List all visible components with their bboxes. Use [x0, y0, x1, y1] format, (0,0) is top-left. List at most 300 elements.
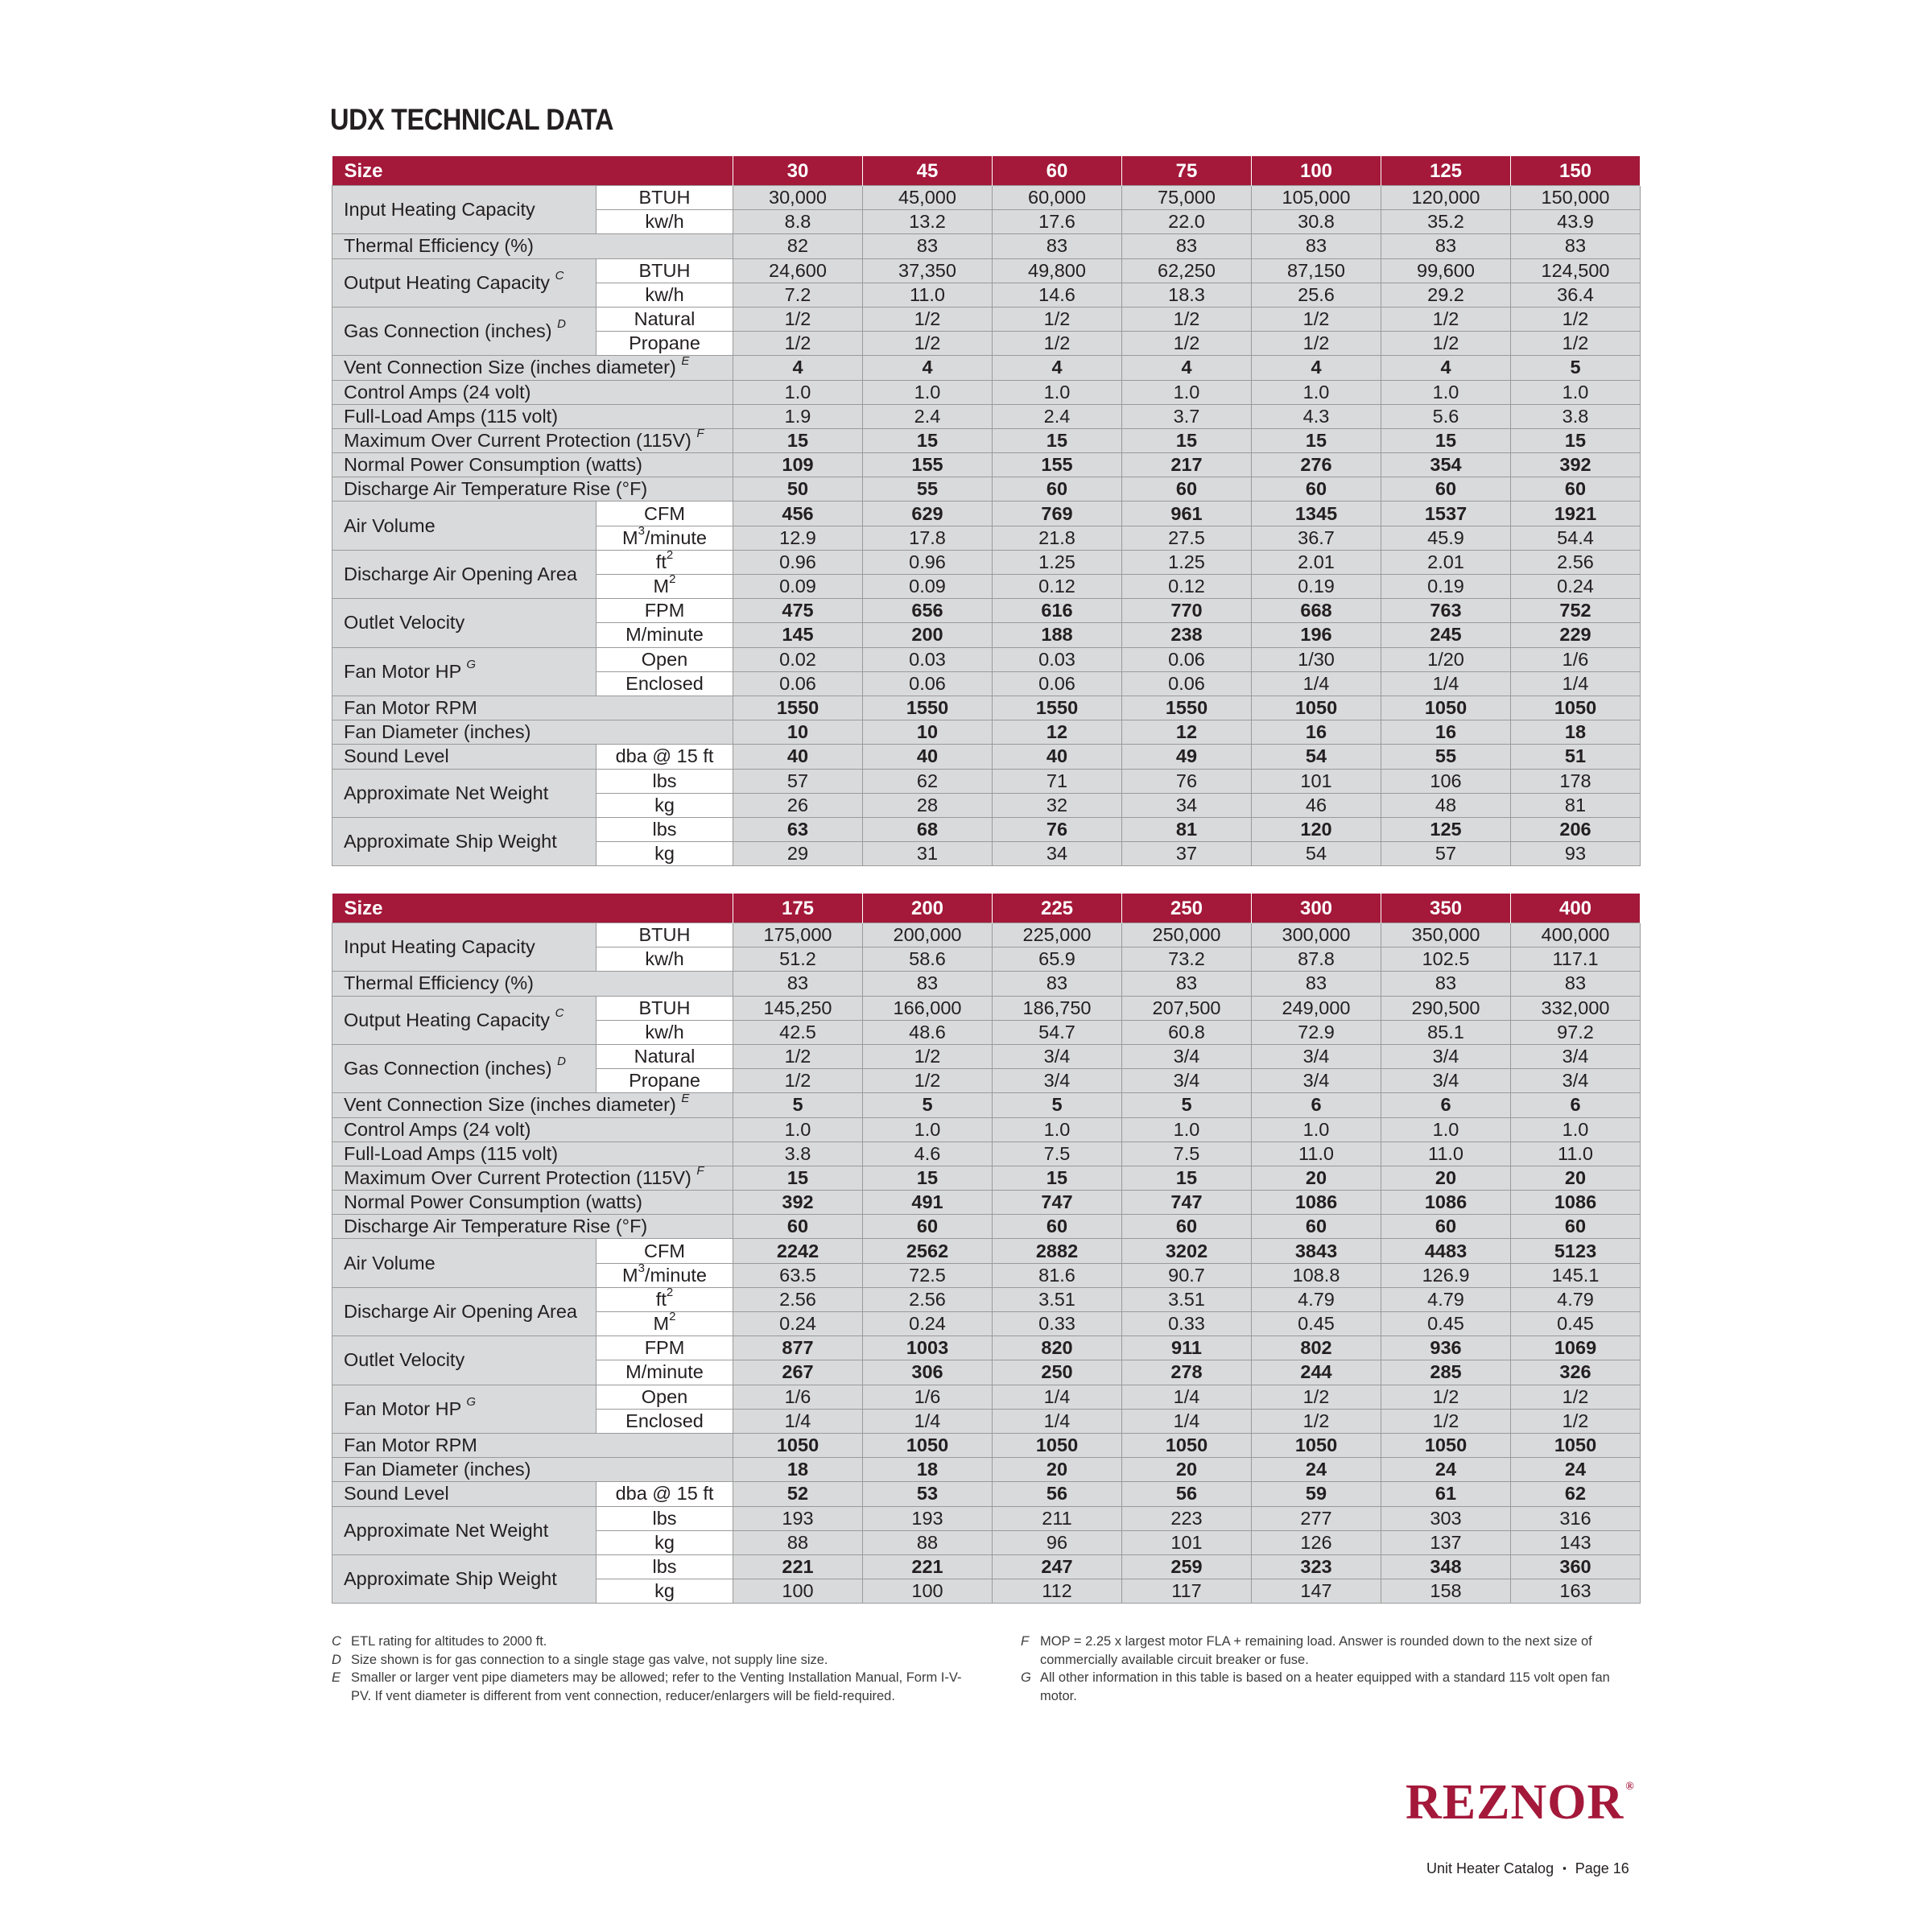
- table-row: [332, 745, 1641, 769]
- value-cell: 1/30: [1252, 647, 1381, 671]
- size-column-header: 100: [1252, 156, 1381, 186]
- row-label: [332, 428, 733, 452]
- value-cell: 45,000: [863, 186, 993, 210]
- unit-cell: $ft^2$: [597, 550, 733, 574]
- value-cell: 5: [993, 1093, 1122, 1117]
- row-label: [332, 1191, 733, 1215]
- value-cell: 4.3: [1252, 404, 1381, 428]
- value-cell: 57: [733, 769, 863, 793]
- catalog-name: Unit Heater Catalog: [1426, 1860, 1554, 1876]
- value-cell: 0.06: [863, 671, 993, 696]
- value-cell: 83: [1122, 234, 1252, 258]
- row-label-text: Thermal Efficiency (%): [344, 235, 534, 257]
- value-cell: 105,000: [1252, 186, 1381, 210]
- value-cell: 392: [733, 1191, 863, 1215]
- unit-cell: kg: [597, 842, 733, 866]
- value-cell: 1/2: [1381, 1409, 1511, 1433]
- value-cell: 392: [1511, 453, 1641, 477]
- value-cell: 1.0: [1122, 1117, 1252, 1141]
- value-cell: 15: [1511, 428, 1641, 452]
- table-row: [332, 696, 1641, 720]
- value-cell: 0.09: [733, 575, 863, 599]
- row-label-text: Fan Motor HP: [344, 1397, 461, 1419]
- value-cell: 278: [1122, 1360, 1252, 1385]
- value-cell: 10: [863, 720, 993, 745]
- row-label: [332, 1141, 733, 1166]
- table-row: [332, 1141, 1641, 1166]
- value-cell: 60: [1122, 1215, 1252, 1239]
- value-cell: 29: [733, 842, 863, 866]
- size-column-header: 300: [1252, 894, 1381, 923]
- value-cell: 1/2: [1252, 332, 1381, 356]
- value-cell: 73.2: [1122, 947, 1252, 972]
- value-cell: 1086: [1511, 1191, 1641, 1215]
- row-label: [332, 972, 733, 996]
- value-cell: 1.25: [1122, 550, 1252, 574]
- registered-mark: ®: [1625, 1781, 1635, 1793]
- row-label: [332, 817, 597, 865]
- value-cell: 72.9: [1252, 1020, 1381, 1044]
- value-cell: 3/4: [1511, 1069, 1641, 1093]
- value-cell: 99,600: [1381, 258, 1511, 283]
- size-column-header: 175: [733, 894, 863, 923]
- technical-data-table-large: [332, 894, 1641, 1604]
- footnote-marker: D: [557, 1055, 567, 1069]
- value-cell: 3.51: [993, 1287, 1122, 1311]
- footnote: [1021, 1633, 1629, 1669]
- table-row: [332, 1482, 1641, 1506]
- value-cell: 15: [1252, 428, 1381, 452]
- table-row: [332, 1215, 1641, 1239]
- size-column-header: 200: [863, 894, 993, 923]
- value-cell: 54.4: [1511, 526, 1641, 550]
- value-cell: 87,150: [1252, 258, 1381, 283]
- table-row: [332, 380, 1641, 404]
- value-cell: 60: [1381, 1215, 1511, 1239]
- row-label: [332, 1287, 597, 1335]
- value-cell: 20: [1122, 1458, 1252, 1482]
- unit-cell: dba @ 15 ft: [597, 745, 733, 769]
- technical-data-table-small: [332, 156, 1641, 866]
- value-cell: 0.33: [993, 1312, 1122, 1336]
- value-cell: 76: [993, 817, 1122, 841]
- value-cell: 30.8: [1252, 210, 1381, 234]
- unit-cell: BTUH: [597, 923, 733, 947]
- value-cell: 1/6: [1511, 647, 1641, 671]
- table-row: [332, 258, 1641, 283]
- value-cell: 54: [1252, 842, 1381, 866]
- value-cell: 747: [1122, 1191, 1252, 1215]
- table-row: [332, 1385, 1641, 1409]
- row-label-text: Discharge Air Opening Area: [344, 1301, 577, 1322]
- value-cell: 15: [1122, 428, 1252, 452]
- row-label: [332, 1239, 597, 1287]
- value-cell: 1/6: [733, 1385, 863, 1409]
- value-cell: 54.7: [993, 1020, 1122, 1044]
- unit-cell: CFM: [597, 502, 733, 526]
- value-cell: 1/2: [1252, 1385, 1381, 1409]
- row-label: [332, 453, 733, 477]
- value-cell: 20: [1252, 1166, 1381, 1190]
- row-label: [332, 1385, 597, 1433]
- value-cell: 616: [993, 599, 1122, 623]
- value-cell: 221: [733, 1554, 863, 1579]
- value-cell: 163: [1511, 1579, 1641, 1604]
- value-cell: 1/4: [863, 1409, 993, 1433]
- value-cell: 1.0: [733, 1117, 863, 1141]
- table-row: [332, 817, 1641, 841]
- row-label: [332, 380, 733, 404]
- value-cell: 249,000: [1252, 996, 1381, 1020]
- value-cell: 2.56: [1511, 550, 1641, 574]
- value-cell: 1/4: [1122, 1409, 1252, 1433]
- row-label-text: Fan Diameter (inches): [344, 1459, 531, 1480]
- row-label-text: Discharge Air Temperature Rise (°F): [344, 478, 648, 500]
- table-row: [332, 1044, 1641, 1068]
- value-cell: 7.5: [993, 1141, 1122, 1166]
- value-cell: 81: [1122, 817, 1252, 841]
- value-cell: 1/2: [733, 1044, 863, 1068]
- value-cell: 200,000: [863, 923, 993, 947]
- footnote-text: Smaller or larger vent pipe diameters may be allowed; refer to the Venting Installation Manual, Form I-V-PV. If vent diameter is different from vent connection, reducer/enlargers will be field-required.: [351, 1670, 962, 1703]
- value-cell: 6: [1252, 1093, 1381, 1117]
- value-cell: 1/2: [1511, 332, 1641, 356]
- unit-cell: lbs: [597, 1554, 733, 1579]
- value-cell: 81: [1511, 793, 1641, 817]
- value-cell: 3202: [1122, 1239, 1252, 1263]
- table-row: [332, 356, 1641, 380]
- value-cell: 36.7: [1252, 526, 1381, 550]
- value-cell: 0.45: [1511, 1312, 1641, 1336]
- footnote-key: F: [1021, 1634, 1030, 1649]
- value-cell: 117: [1122, 1579, 1252, 1604]
- value-cell: 15: [863, 1166, 993, 1190]
- value-cell: 62,250: [1122, 258, 1252, 283]
- value-cell: 15: [1122, 1166, 1252, 1190]
- value-cell: 2882: [993, 1239, 1122, 1263]
- unit-cell: $M^3$/minute: [597, 1263, 733, 1287]
- page-number: Page 16: [1575, 1860, 1629, 1876]
- footnote-text: MOP = 2.25 x largest motor FLA + remaining load. Answer is rounded down to the next size of commercially available circuit breaker or fuse.: [1040, 1634, 1592, 1667]
- value-cell: 76: [1122, 769, 1252, 793]
- value-cell: 12: [1122, 720, 1252, 745]
- page-title: UDX TECHNICAL DATA: [330, 103, 614, 136]
- value-cell: 6: [1381, 1093, 1511, 1117]
- value-cell: 1050: [1252, 696, 1381, 720]
- value-cell: 50: [733, 477, 863, 502]
- value-cell: 31: [863, 842, 993, 866]
- row-label-text: Approximate Net Weight: [344, 1519, 549, 1541]
- row-label: [332, 1166, 733, 1190]
- value-cell: 126: [1252, 1530, 1381, 1554]
- table-row: [332, 769, 1641, 793]
- value-cell: 82: [733, 234, 863, 258]
- row-label: [332, 647, 597, 696]
- value-cell: 3/4: [1252, 1069, 1381, 1093]
- value-cell: 3/4: [1252, 1044, 1381, 1068]
- unit-cell: kw/h: [597, 283, 733, 307]
- footnote-key: E: [332, 1670, 341, 1685]
- value-cell: 18: [1511, 720, 1641, 745]
- value-cell: 83: [863, 972, 993, 996]
- row-label: [332, 696, 733, 720]
- value-cell: 1/2: [1381, 1385, 1511, 1409]
- value-cell: 186,750: [993, 996, 1122, 1020]
- row-label-text: Sound Level: [344, 1483, 449, 1505]
- value-cell: 13.2: [863, 210, 993, 234]
- value-cell: 20: [1381, 1166, 1511, 1190]
- value-cell: 60: [993, 477, 1122, 502]
- row-label: [332, 1433, 733, 1457]
- value-cell: 0.24: [863, 1312, 993, 1336]
- value-cell: 15: [1381, 428, 1511, 452]
- row-label-text: Fan Motor HP: [344, 660, 461, 682]
- value-cell: 1.0: [1381, 380, 1511, 404]
- value-cell: 306: [863, 1360, 993, 1385]
- value-cell: 1050: [1252, 1433, 1381, 1457]
- value-cell: 16: [1381, 720, 1511, 745]
- value-cell: 60: [1252, 477, 1381, 502]
- value-cell: 18.3: [1122, 283, 1252, 307]
- value-cell: 332,000: [1511, 996, 1641, 1020]
- row-label-text: Gas Connection (inches): [344, 320, 552, 342]
- value-cell: 60.8: [1122, 1020, 1252, 1044]
- unit-cell: dba @ 15 ft: [597, 1482, 733, 1506]
- value-cell: 0.06: [733, 671, 863, 696]
- value-cell: 7.2: [733, 283, 863, 307]
- value-cell: 0.06: [1122, 671, 1252, 696]
- value-cell: 83: [733, 972, 863, 996]
- footnote-marker: F: [696, 1164, 704, 1179]
- value-cell: 68: [863, 817, 993, 841]
- value-cell: 1.9: [733, 404, 863, 428]
- footnote-key: D: [332, 1652, 341, 1667]
- table-row: [332, 307, 1641, 331]
- unit-cell: M/minute: [597, 1360, 733, 1385]
- value-cell: 211: [993, 1506, 1122, 1530]
- row-label-text: Maximum Over Current Protection (115V): [344, 429, 691, 451]
- value-cell: 100: [733, 1579, 863, 1604]
- value-cell: 166,000: [863, 996, 993, 1020]
- value-cell: 145: [733, 623, 863, 647]
- value-cell: 4483: [1381, 1239, 1511, 1263]
- row-label: [332, 1215, 733, 1239]
- value-cell: 1/2: [1381, 307, 1511, 331]
- value-cell: 12: [993, 720, 1122, 745]
- row-label: [332, 1093, 733, 1117]
- table-row: [332, 972, 1641, 996]
- unit-cell: BTUH: [597, 258, 733, 283]
- unit-cell: kg: [597, 793, 733, 817]
- row-label-text: Control Amps (24 volt): [344, 1118, 531, 1140]
- value-cell: 4.79: [1511, 1287, 1641, 1311]
- value-cell: 1.0: [863, 380, 993, 404]
- value-cell: 1/2: [863, 1069, 993, 1093]
- value-cell: 54: [1252, 745, 1381, 769]
- value-cell: 24: [1511, 1458, 1641, 1482]
- value-cell: 8.8: [733, 210, 863, 234]
- value-cell: 24: [1252, 1458, 1381, 1482]
- value-cell: 656: [863, 599, 993, 623]
- value-cell: 15: [733, 428, 863, 452]
- row-label: [332, 234, 733, 258]
- row-label-text: Full-Load Amps (115 volt): [344, 1142, 559, 1164]
- value-cell: 1050: [1122, 1433, 1252, 1457]
- value-cell: 221: [863, 1554, 993, 1579]
- row-label-text: Outlet Velocity: [344, 1349, 465, 1371]
- table-row: [332, 1433, 1641, 1457]
- value-cell: 1/2: [1252, 1409, 1381, 1433]
- value-cell: 29.2: [1381, 283, 1511, 307]
- row-label-text: Air Volume: [344, 514, 436, 536]
- value-cell: 1/2: [733, 1069, 863, 1093]
- table-row: [332, 1554, 1641, 1579]
- footnote-marker: G: [466, 657, 477, 671]
- row-label: [332, 720, 733, 745]
- value-cell: 34: [993, 842, 1122, 866]
- value-cell: 3/4: [1381, 1044, 1511, 1068]
- unit-cell: Propane: [597, 1069, 733, 1093]
- value-cell: 1/4: [1252, 671, 1381, 696]
- value-cell: 56: [1122, 1482, 1252, 1506]
- value-cell: 1.0: [863, 1117, 993, 1141]
- table-header-row: [332, 894, 1641, 923]
- value-cell: 1/2: [993, 332, 1122, 356]
- table-row: [332, 453, 1641, 477]
- value-cell: 2.01: [1381, 550, 1511, 574]
- value-cell: 1/2: [733, 332, 863, 356]
- row-label-text: Approximate Ship Weight: [344, 1568, 557, 1590]
- value-cell: 120,000: [1381, 186, 1511, 210]
- value-cell: 5: [863, 1093, 993, 1117]
- value-cell: 303: [1381, 1506, 1511, 1530]
- unit-cell: Open: [597, 1385, 733, 1409]
- table-row: [332, 502, 1641, 526]
- row-label-text: Output Heating Capacity: [344, 271, 551, 293]
- row-label: [332, 186, 597, 234]
- value-cell: 57: [1381, 842, 1511, 866]
- row-label-text: Approximate Net Weight: [344, 782, 549, 803]
- value-cell: 2.4: [863, 404, 993, 428]
- value-cell: 0.45: [1252, 1312, 1381, 1336]
- value-cell: 360: [1511, 1554, 1641, 1579]
- unit-cell: Enclosed: [597, 671, 733, 696]
- value-cell: 1086: [1381, 1191, 1511, 1215]
- value-cell: 35.2: [1381, 210, 1511, 234]
- row-label-text: Maximum Over Current Protection (115V): [344, 1166, 691, 1188]
- value-cell: 1/2: [1511, 1409, 1641, 1433]
- value-cell: 48.6: [863, 1020, 993, 1044]
- value-cell: 49: [1122, 745, 1252, 769]
- value-cell: 1050: [1381, 696, 1511, 720]
- value-cell: 1537: [1381, 502, 1511, 526]
- value-cell: 225,000: [993, 923, 1122, 947]
- table-row: [332, 1191, 1641, 1215]
- footnotes-right: [1021, 1633, 1629, 1705]
- value-cell: 65.9: [993, 947, 1122, 972]
- value-cell: 4: [863, 356, 993, 380]
- value-cell: 100: [863, 1579, 993, 1604]
- value-cell: 196: [1252, 623, 1381, 647]
- value-cell: 20: [1511, 1166, 1641, 1190]
- value-cell: 137: [1381, 1530, 1511, 1554]
- value-cell: 770: [1122, 599, 1252, 623]
- value-cell: 1550: [863, 696, 993, 720]
- value-cell: 752: [1511, 599, 1641, 623]
- value-cell: 37: [1122, 842, 1252, 866]
- value-cell: 96: [993, 1530, 1122, 1554]
- value-cell: 7.5: [1122, 1141, 1252, 1166]
- value-cell: 30,000: [733, 186, 863, 210]
- value-cell: 40: [993, 745, 1122, 769]
- value-cell: 247: [993, 1554, 1122, 1579]
- value-cell: 145,250: [733, 996, 863, 1020]
- value-cell: 1.0: [733, 380, 863, 404]
- value-cell: 475: [733, 599, 863, 623]
- value-cell: 1069: [1511, 1336, 1641, 1360]
- value-cell: 178: [1511, 769, 1641, 793]
- size-column-header: 30: [733, 156, 863, 186]
- unit-cell: Natural: [597, 307, 733, 331]
- value-cell: 1003: [863, 1336, 993, 1360]
- value-cell: 60: [993, 1215, 1122, 1239]
- footnote-marker: C: [555, 268, 564, 283]
- value-cell: 109: [733, 453, 863, 477]
- value-cell: 1550: [993, 696, 1122, 720]
- value-cell: 3.8: [733, 1141, 863, 1166]
- value-cell: 769: [993, 502, 1122, 526]
- value-cell: 14.6: [993, 283, 1122, 307]
- value-cell: 936: [1381, 1336, 1511, 1360]
- row-label: [332, 1336, 597, 1385]
- value-cell: 1050: [1511, 1433, 1641, 1457]
- unit-cell: lbs: [597, 817, 733, 841]
- value-cell: 49,800: [993, 258, 1122, 283]
- row-label-text: Sound Level: [344, 745, 449, 767]
- table-row: [332, 996, 1641, 1020]
- value-cell: 11.0: [1252, 1141, 1381, 1166]
- value-cell: 259: [1122, 1554, 1252, 1579]
- value-cell: 175,000: [733, 923, 863, 947]
- value-cell: 40: [733, 745, 863, 769]
- size-column-header: 225: [993, 894, 1122, 923]
- footnote: [332, 1633, 968, 1651]
- value-cell: 48: [1381, 793, 1511, 817]
- value-cell: 42.5: [733, 1020, 863, 1044]
- value-cell: 101: [1252, 769, 1381, 793]
- row-label: [332, 745, 597, 769]
- value-cell: 911: [1122, 1336, 1252, 1360]
- footer-bullet: ▪: [1563, 1862, 1567, 1874]
- unit-cell: kg: [597, 1530, 733, 1554]
- value-cell: 2.01: [1252, 550, 1381, 574]
- value-cell: 21.8: [993, 526, 1122, 550]
- value-cell: 1550: [1122, 696, 1252, 720]
- table-row: [332, 1117, 1641, 1141]
- value-cell: 2.56: [733, 1287, 863, 1311]
- value-cell: 81.6: [993, 1263, 1122, 1287]
- table-row: [332, 1287, 1641, 1311]
- value-cell: 117.1: [1511, 947, 1641, 972]
- value-cell: 83: [1122, 972, 1252, 996]
- row-label-text: Control Amps (24 volt): [344, 381, 531, 402]
- value-cell: 250,000: [1122, 923, 1252, 947]
- value-cell: 0.33: [1122, 1312, 1252, 1336]
- value-cell: 85.1: [1381, 1020, 1511, 1044]
- value-cell: 4: [993, 356, 1122, 380]
- size-column-header: 350: [1381, 894, 1511, 923]
- value-cell: 1.0: [1252, 380, 1381, 404]
